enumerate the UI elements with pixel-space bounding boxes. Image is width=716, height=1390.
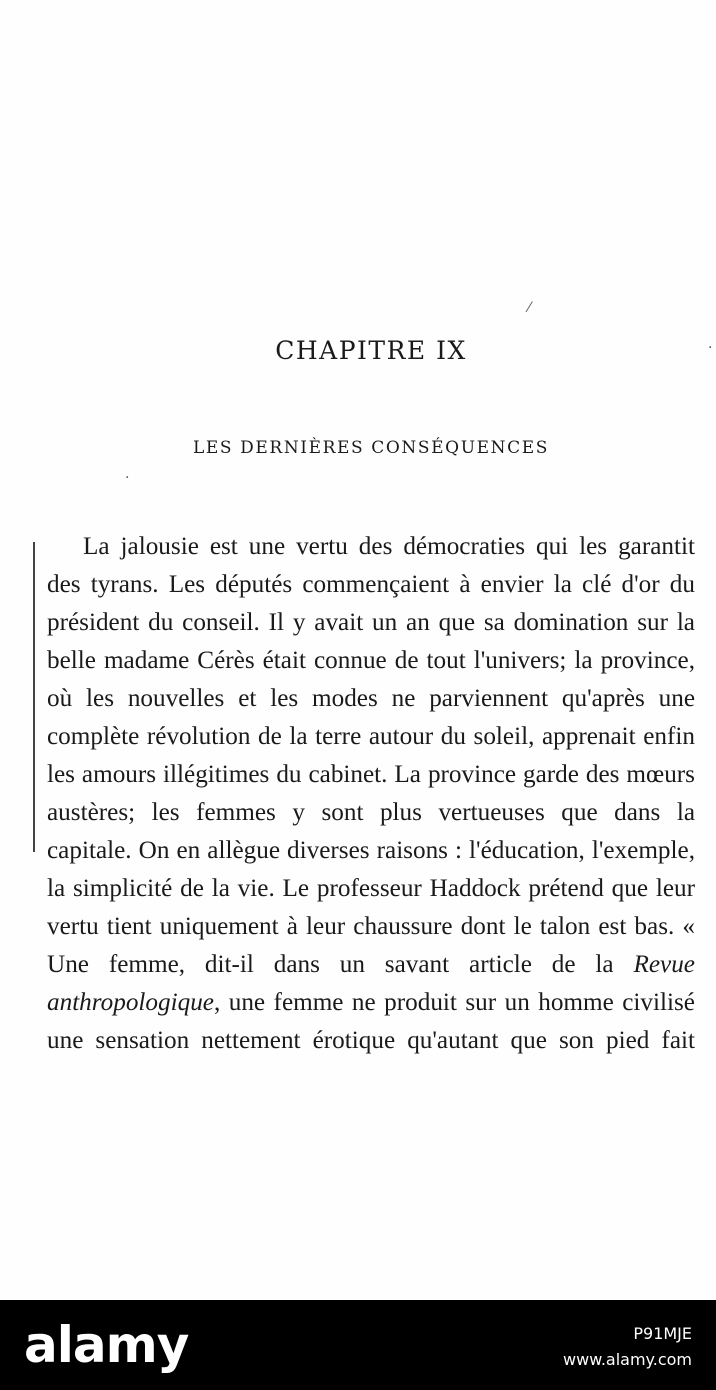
- ink-speck: ·: [708, 340, 713, 356]
- ink-speck: ⁄: [528, 300, 531, 316]
- paragraph-text-continued: , une femme ne produit sur un homme civilisé une sensation nettement érotique qu'autant que son pied fait: [47, 989, 695, 1054]
- image-id: P91MJE: [633, 1324, 692, 1343]
- ink-speck: ·: [125, 470, 130, 486]
- margin-line: [33, 542, 35, 852]
- watermark-footer: [0, 1300, 716, 1390]
- journal-title: Revue anthropologique: [47, 951, 695, 1016]
- section-title: LES DERNIÈRES CONSÉQUENCES: [193, 438, 549, 458]
- body-paragraph: [47, 528, 695, 1060]
- site-url: www.alamy.com: [563, 1350, 692, 1369]
- chapter-title: CHAPITRE IX: [275, 336, 467, 365]
- paragraph-text: La jalousie est une vertu des démocraties qui les garantit des tyrans. Les députés commençaient à envier la clé d'or du président du conseil. Il y avait un an que sa domination sur la belle madame Cérès était connue de tout l'univers; la province, où les nouvelles et les modes ne parviennent qu'après une complète révolution de la terre autour du soleil, apprenait enfin les amours illégitimes du cabinet. La province garde des mœurs austères; les femmes y sont plus vertueuses que dans la capitale. On en allègue diverses raisons : l'éducation, l'exemple, la simplicité de la vie. Le professeur Haddock prétend que leur vertu tient uniquement à leur chaussure dont le talon est bas. « Une femme, dit-il dans un savant article de la: [47, 533, 695, 978]
- brand-logo: alamy: [24, 1316, 189, 1374]
